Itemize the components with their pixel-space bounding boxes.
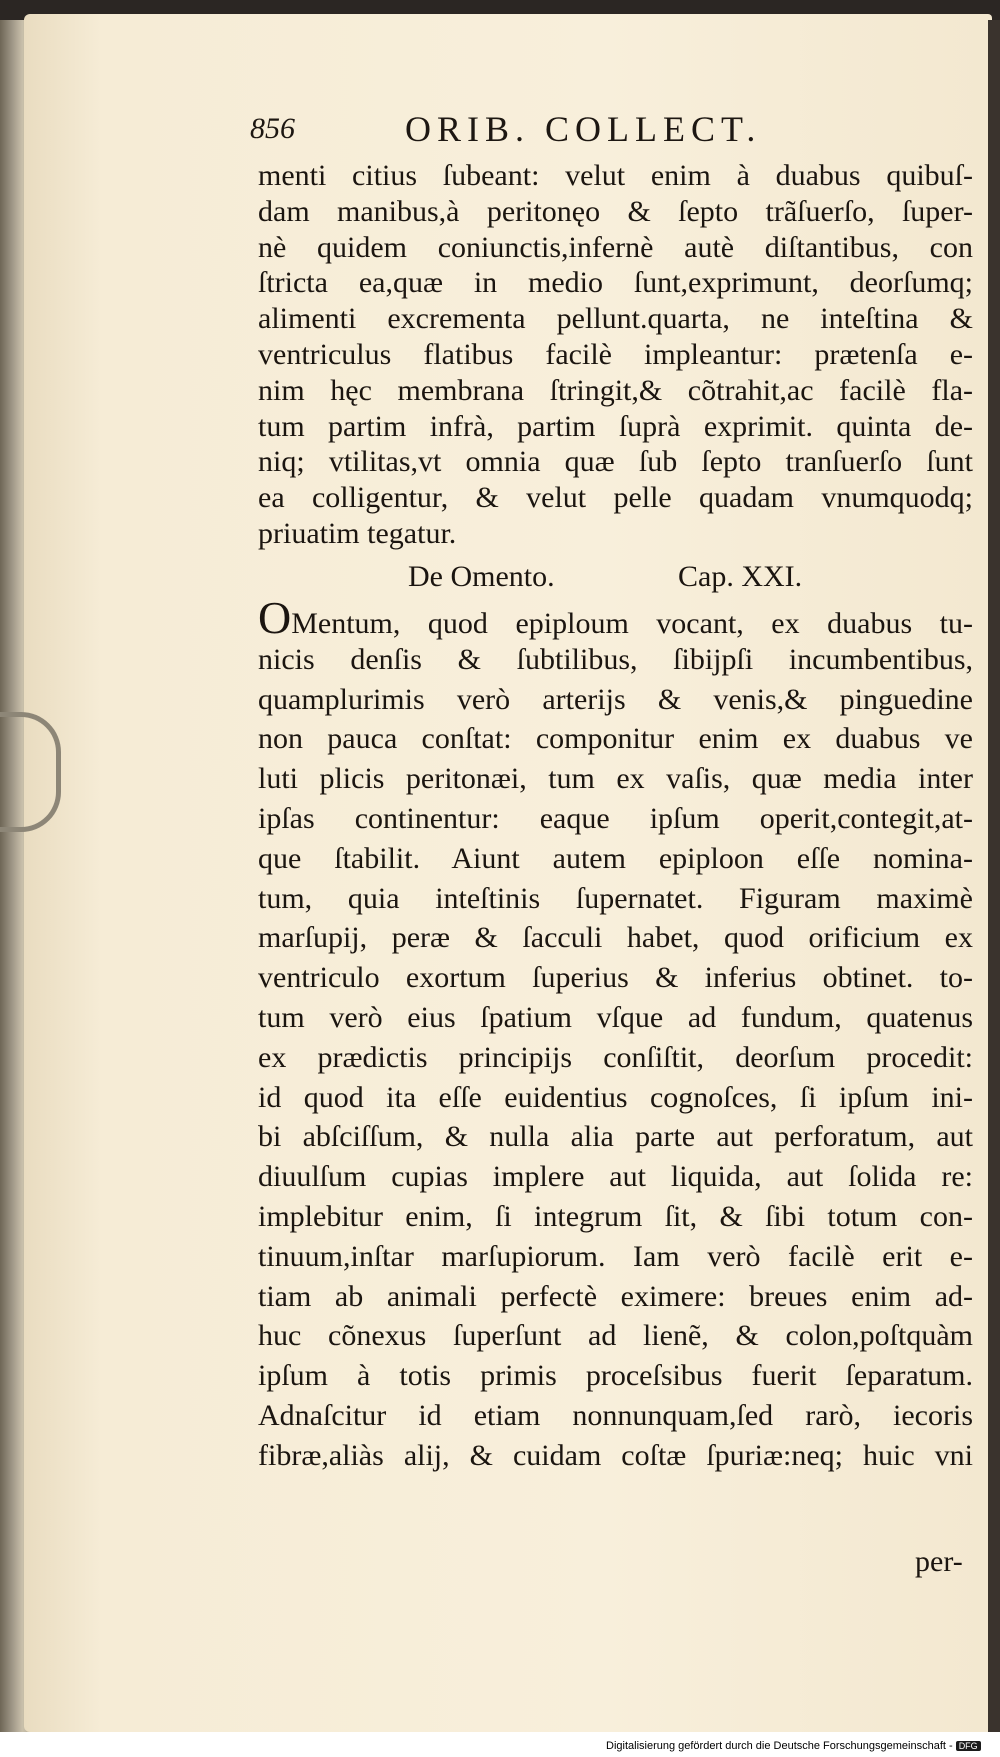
text-line: tum partim infrà, partim ſuprà exprimit. quinta de- bbox=[258, 409, 973, 443]
first-line-text: Mentum, quod epiploum vocant, ex duabus tu- bbox=[291, 607, 973, 640]
text-line: luti plicis peritonæi, tum ex vaſis, quæ media inter bbox=[258, 762, 973, 796]
text-line: nicis denſis & ſubtilibus, ſibijpſi incumbentibus, bbox=[258, 642, 973, 676]
text-line: dam manibus,à peritonęo & ſepto trãſuerſo, ſuper- bbox=[258, 194, 973, 228]
text-line: ex prædictis principijs conſiſtit, deorſum procedit: bbox=[258, 1040, 973, 1074]
text-line: que ſtabilit. Aiunt autem epiploon eſſe nomina- bbox=[258, 841, 973, 875]
text-line: ventriculus flatibus facilè impleantur: prætenſa e- bbox=[258, 337, 973, 371]
text-line: ipſas continentur: eaque ipſum operit,contegit,at- bbox=[258, 801, 973, 835]
dfg-logo: DFG bbox=[956, 1741, 981, 1751]
text-line: Adnaſcitur id etiam nonnunquam,ſed rarò, iecoris bbox=[258, 1398, 973, 1432]
text-line: tum, quia inteſtinis ſupernatet. Figuram maximè bbox=[258, 881, 973, 915]
text-line: ventriculo exortum ſuperius & inferius obtinet. to- bbox=[258, 961, 973, 995]
text-line: diuulſum cupias implere aut liquida, aut ſolida re: bbox=[258, 1160, 973, 1194]
text-line: niq; vtilitas,vt omnia quæ ſub ſepto tranſuerſo ſunt bbox=[258, 445, 973, 479]
text-line: tinuum,inſtar marſupiorum. Iam verò facilè erit e- bbox=[258, 1239, 973, 1273]
text-line: ſtricta ea,quæ in medio ſunt,exprimunt, deorſumq; bbox=[258, 266, 973, 300]
digitization-credit bbox=[606, 1740, 1000, 1757]
text-line: alimenti excrementa pellunt.quarta, ne inteſtina & bbox=[258, 302, 973, 336]
text-line: implebitur enim, ſi integrum ſit, & ſibi totum con- bbox=[258, 1199, 973, 1233]
text-line: quamplurimis verò arterijs & venis,& pinguedine bbox=[258, 682, 973, 716]
catchword: per- bbox=[915, 1545, 963, 1578]
credit-text: Digitalisierung gefördert durch die Deutsche Forschungsgemeinschaft - bbox=[606, 1740, 953, 1752]
running-head: ORIB. COLLECT. bbox=[405, 109, 762, 149]
text-block-2 bbox=[258, 592, 973, 1476]
text-line: tiam ab animali perfectè eximere: breues enim ad- bbox=[258, 1279, 973, 1313]
text-line-first bbox=[258, 592, 973, 643]
page-clip bbox=[0, 712, 61, 832]
chapter-number: Cap. XXI. bbox=[678, 560, 803, 593]
text-line: menti citius ſubeant: velut enim à duabus quibuſ- bbox=[258, 159, 973, 192]
text-line: tum verò eius ſpatium vſque ad fundum, quatenus bbox=[258, 1000, 973, 1034]
chapter-heading bbox=[258, 560, 878, 600]
page-header bbox=[250, 108, 860, 152]
page-number: 856 bbox=[250, 112, 295, 145]
text-line: huc cõnexus ſuperſunt ad lienẽ, & colon,poſtquàm bbox=[258, 1319, 973, 1353]
text-line: non pauca conſtat: componitur enim ex duabus ve bbox=[258, 722, 973, 756]
chapter-title: De Omento. bbox=[408, 560, 555, 593]
text-line: fibræ,aliàs alij, & cuidam coſtæ ſpuriæ:neq; huic vni bbox=[258, 1438, 973, 1472]
text-block-1 bbox=[258, 158, 973, 552]
text-line: bi abſciſſum, & nulla alia parte aut perforatum, aut bbox=[258, 1120, 973, 1154]
text-line: marſupij, peræ & ſacculi habet, quod orificium ex bbox=[258, 921, 973, 955]
text-line: ipſum à totis primis proceſsibus fuerit ſeparatum. bbox=[258, 1359, 973, 1393]
page-right-edge bbox=[988, 20, 1000, 1732]
drop-capital: O bbox=[258, 592, 292, 643]
text-line: id quod ita eſſe euidentius cognoſces, ſi ipſum ini- bbox=[258, 1080, 973, 1114]
text-line-last: priuatim tegatur. bbox=[258, 516, 457, 550]
text-line: nim hęc membrana ſtringit,& cõtrahit,ac facilè fla- bbox=[258, 373, 973, 407]
text-line: ea colligentur, & velut pelle quadam vnumquodq; bbox=[258, 481, 973, 515]
text-line: nè quidem coniunctis,infernè autè diſtantibus, con bbox=[258, 230, 973, 264]
